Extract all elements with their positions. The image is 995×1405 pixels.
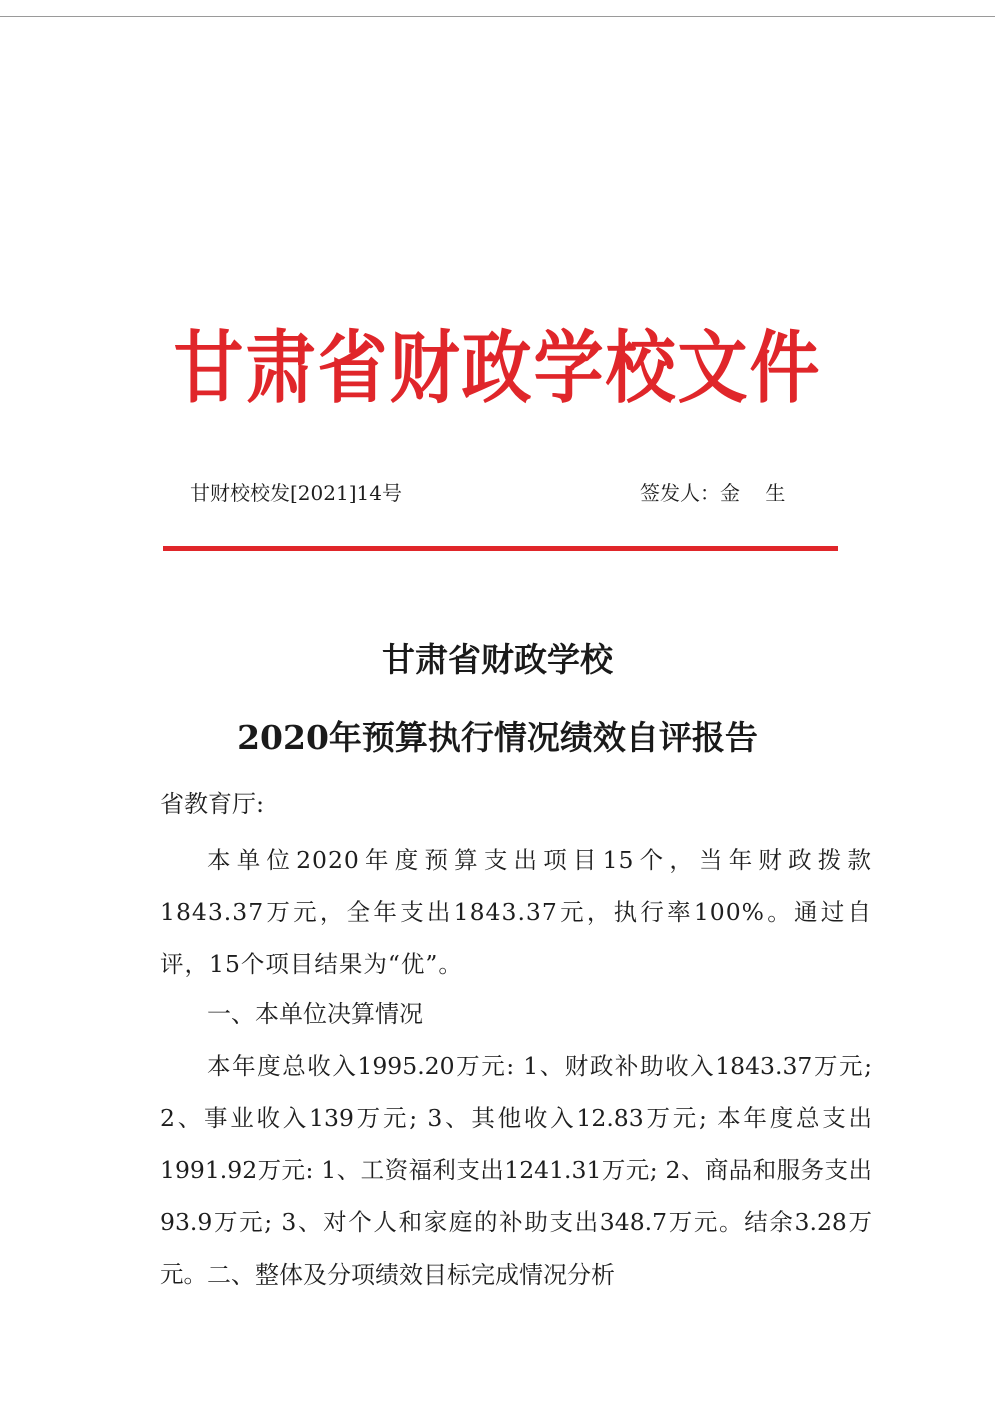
signer: 签发人：金 生 — [640, 481, 786, 505]
document-masthead: 甘肃省财政学校文件 — [173, 322, 822, 414]
section2-heading: 二、整体及分项绩效目标完成情况分析 — [207, 1261, 615, 1289]
section1-paragraph: 本年度总收入1995.20万元: 1、财政补助收入1843.37万元; 2、事业收入139万元; 3、其他收入12.83万元; 本年度总支出1991.92万元: 1、工资福利支出1241.31万元; 2、商品和服务支出93.9万元; 3、对个人和家庭的补助支出348.7万元。结余3.28万元。 — [160, 1052, 872, 1288]
intro-paragraph: 本单位2020年度预算支出项目15个，当年财政拨款1843.37万元，全年支出1843.37元，执行率100%。通过自评，15个项目结果为“优”。 — [160, 846, 872, 978]
page-top-rule — [0, 16, 995, 17]
report-title-line2: 2020年预算执行情况绩效自评报告 — [237, 718, 758, 757]
section1-heading: 一、本单位决算情况 — [207, 1000, 423, 1028]
red-separator-line — [163, 546, 838, 551]
salutation: 省教育厅: — [160, 790, 265, 818]
report-title-line1: 甘肃省财政学校 — [382, 640, 613, 679]
document-number: 甘财校校发[2021]14号 — [190, 481, 402, 505]
